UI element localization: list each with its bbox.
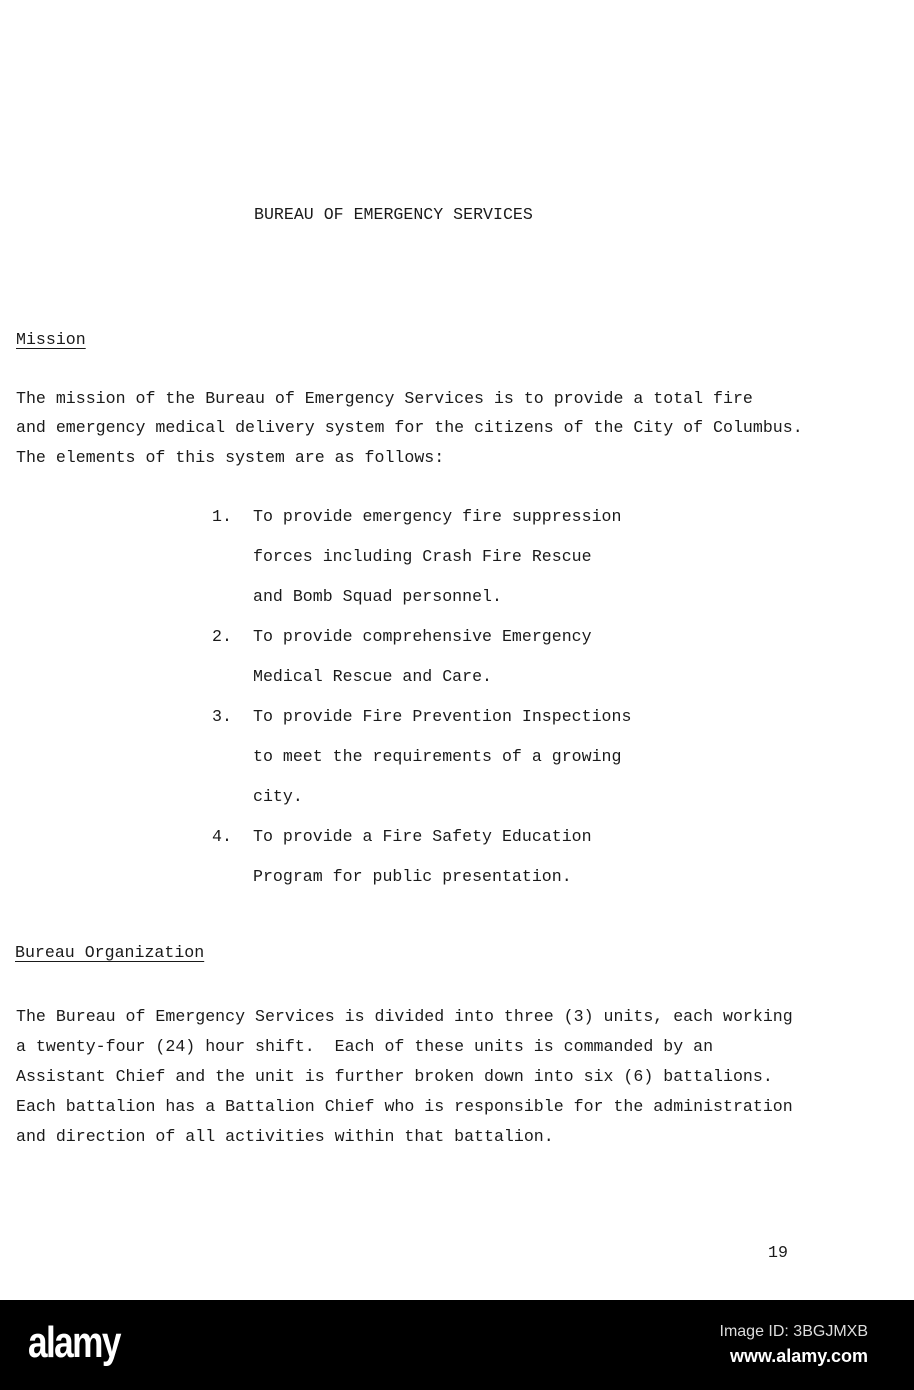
organization-paragraph-line: The Bureau of Emergency Services is divided into three (3) units, each working (16, 1007, 793, 1026)
list-number: 4. (212, 827, 232, 846)
list-item-line: To provide emergency fire suppression (253, 507, 622, 526)
list-item-line: and Bomb Squad personnel. (253, 587, 502, 606)
organization-paragraph-line: a twenty-four (24) hour shift. Each of these units is commanded by an (16, 1037, 714, 1056)
list-item-line: To provide Fire Prevention Inspections (253, 707, 632, 726)
organization-paragraph-line: Each battalion has a Battalion Chief who is responsible for the administration (16, 1097, 793, 1116)
list-item-line: Program for public presentation. (253, 867, 572, 886)
list-item-line: city. (253, 787, 303, 806)
organization-paragraph-line: Assistant Chief and the unit is further broken down into six (6) battalions. (16, 1067, 773, 1086)
list-item-line: Medical Rescue and Care. (253, 667, 492, 686)
list-item-line: forces including Crash Fire Rescue (253, 547, 592, 566)
list-number: 1. (212, 507, 232, 526)
organization-paragraph-line: and direction of all activities within that battalion. (16, 1127, 554, 1146)
list-number: 3. (212, 707, 232, 726)
list-item-line: To provide comprehensive Emergency (253, 627, 592, 646)
watermark-bar (0, 1300, 914, 1390)
page-number: 19 (768, 1243, 788, 1262)
alamy-logo: alamy (28, 1318, 120, 1367)
organization-heading: Bureau Organization (15, 943, 205, 962)
list-number: 2. (212, 627, 232, 646)
list-item-line: To provide a Fire Safety Education (253, 827, 592, 846)
list-item-line: to meet the requirements of a growing (253, 747, 622, 766)
page-title: BUREAU OF EMERGENCY SERVICES (254, 205, 533, 224)
mission-paragraph-line: and emergency medical delivery system for the citizens of the City of Columbus. (16, 418, 803, 437)
watermark-url: www.alamy.com (729, 1346, 868, 1366)
mission-heading: Mission (16, 330, 86, 349)
image-id: Image ID: 3BGJMXB (719, 1323, 868, 1340)
mission-paragraph-line: The elements of this system are as follows: (16, 448, 445, 467)
mission-paragraph-line: The mission of the Bureau of Emergency Services is to provide a total fire (16, 389, 753, 408)
